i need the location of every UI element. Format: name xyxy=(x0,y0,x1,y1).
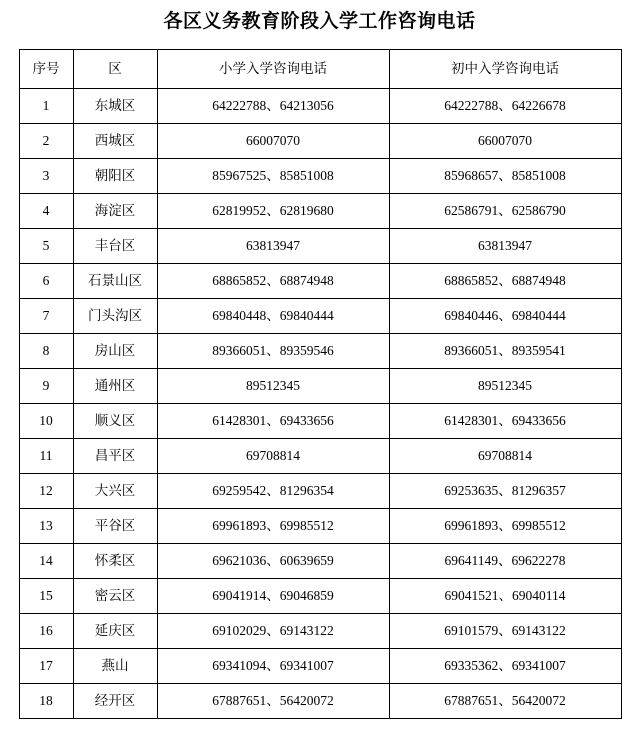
table-row xyxy=(19,229,621,264)
cell-primary: 63813947 xyxy=(157,229,389,264)
cell-index: 1 xyxy=(19,89,73,124)
table-row xyxy=(19,544,621,579)
cell-index: 13 xyxy=(19,509,73,544)
cell-index: 5 xyxy=(19,229,73,264)
cell-middle: 69335362、69341007 xyxy=(389,649,621,684)
cell-index: 9 xyxy=(19,369,73,404)
table-header xyxy=(19,50,621,89)
cell-primary: 69621036、60639659 xyxy=(157,544,389,579)
table-row xyxy=(19,649,621,684)
cell-index: 17 xyxy=(19,649,73,684)
cell-middle: 64222788、64226678 xyxy=(389,89,621,124)
cell-index: 14 xyxy=(19,544,73,579)
table-row xyxy=(19,299,621,334)
cell-index: 3 xyxy=(19,159,73,194)
cell-primary: 64222788、64213056 xyxy=(157,89,389,124)
cell-primary: 85967525、85851008 xyxy=(157,159,389,194)
cell-middle: 63813947 xyxy=(389,229,621,264)
table-row xyxy=(19,474,621,509)
cell-district: 大兴区 xyxy=(73,474,157,509)
cell-district: 西城区 xyxy=(73,124,157,159)
cell-middle: 66007070 xyxy=(389,124,621,159)
cell-primary: 69102029、69143122 xyxy=(157,614,389,649)
table-body xyxy=(19,89,621,719)
cell-district: 怀柔区 xyxy=(73,544,157,579)
cell-middle: 69253635、81296357 xyxy=(389,474,621,509)
cell-index: 10 xyxy=(19,404,73,439)
cell-primary: 66007070 xyxy=(157,124,389,159)
cell-district: 房山区 xyxy=(73,334,157,369)
table-row xyxy=(19,439,621,474)
cell-primary: 61428301、69433656 xyxy=(157,404,389,439)
table-row xyxy=(19,404,621,439)
table-row xyxy=(19,89,621,124)
table-row xyxy=(19,159,621,194)
cell-district: 密云区 xyxy=(73,579,157,614)
cell-primary: 67887651、56420072 xyxy=(157,684,389,719)
cell-district: 朝阳区 xyxy=(73,159,157,194)
cell-district: 石景山区 xyxy=(73,264,157,299)
table-row xyxy=(19,579,621,614)
enrollment-phone-table xyxy=(19,49,622,719)
cell-index: 2 xyxy=(19,124,73,159)
cell-district: 燕山 xyxy=(73,649,157,684)
cell-district: 丰台区 xyxy=(73,229,157,264)
cell-primary: 69708814 xyxy=(157,439,389,474)
cell-index: 15 xyxy=(19,579,73,614)
cell-middle: 62586791、62586790 xyxy=(389,194,621,229)
cell-middle: 89366051、89359541 xyxy=(389,334,621,369)
cell-district: 延庆区 xyxy=(73,614,157,649)
table-row xyxy=(19,509,621,544)
table-row xyxy=(19,334,621,369)
cell-middle: 67887651、56420072 xyxy=(389,684,621,719)
table-container xyxy=(19,49,621,719)
cell-index: 4 xyxy=(19,194,73,229)
cell-primary: 89512345 xyxy=(157,369,389,404)
document-page xyxy=(0,9,639,754)
table-row xyxy=(19,369,621,404)
table-header-row xyxy=(19,50,621,89)
cell-district: 昌平区 xyxy=(73,439,157,474)
cell-primary: 69341094、69341007 xyxy=(157,649,389,684)
cell-index: 12 xyxy=(19,474,73,509)
cell-district: 海淀区 xyxy=(73,194,157,229)
cell-middle: 69708814 xyxy=(389,439,621,474)
cell-primary: 62819952、62819680 xyxy=(157,194,389,229)
cell-index: 7 xyxy=(19,299,73,334)
table-row xyxy=(19,194,621,229)
cell-index: 6 xyxy=(19,264,73,299)
cell-index: 18 xyxy=(19,684,73,719)
cell-index: 11 xyxy=(19,439,73,474)
cell-primary: 68865852、68874948 xyxy=(157,264,389,299)
table-row xyxy=(19,684,621,719)
cell-primary: 69041914、69046859 xyxy=(157,579,389,614)
cell-middle: 69101579、69143122 xyxy=(389,614,621,649)
cell-index: 16 xyxy=(19,614,73,649)
cell-primary: 69961893、69985512 xyxy=(157,509,389,544)
cell-district: 平谷区 xyxy=(73,509,157,544)
cell-district: 通州区 xyxy=(73,369,157,404)
column-header-primary: 小学入学咨询电话 xyxy=(157,50,389,89)
table-row xyxy=(19,614,621,649)
cell-middle: 61428301、69433656 xyxy=(389,404,621,439)
cell-middle: 85968657、85851008 xyxy=(389,159,621,194)
cell-index: 8 xyxy=(19,334,73,369)
column-header-index: 序号 xyxy=(19,50,73,89)
column-header-middle: 初中入学咨询电话 xyxy=(389,50,621,89)
cell-district: 经开区 xyxy=(73,684,157,719)
column-header-district: 区 xyxy=(73,50,157,89)
cell-middle: 69961893、69985512 xyxy=(389,509,621,544)
cell-middle: 69641149、69622278 xyxy=(389,544,621,579)
cell-middle: 69041521、69040114 xyxy=(389,579,621,614)
cell-middle: 68865852、68874948 xyxy=(389,264,621,299)
cell-middle: 89512345 xyxy=(389,369,621,404)
page-title: 各区义务教育阶段入学工作咨询电话 xyxy=(163,11,476,32)
cell-district: 门头沟区 xyxy=(73,299,157,334)
cell-district: 东城区 xyxy=(73,89,157,124)
cell-primary: 69840448、69840444 xyxy=(157,299,389,334)
cell-district: 顺义区 xyxy=(73,404,157,439)
cell-primary: 89366051、89359546 xyxy=(157,334,389,369)
table-row xyxy=(19,124,621,159)
cell-middle: 69840446、69840444 xyxy=(389,299,621,334)
cell-primary: 69259542、81296354 xyxy=(157,474,389,509)
table-row xyxy=(19,264,621,299)
